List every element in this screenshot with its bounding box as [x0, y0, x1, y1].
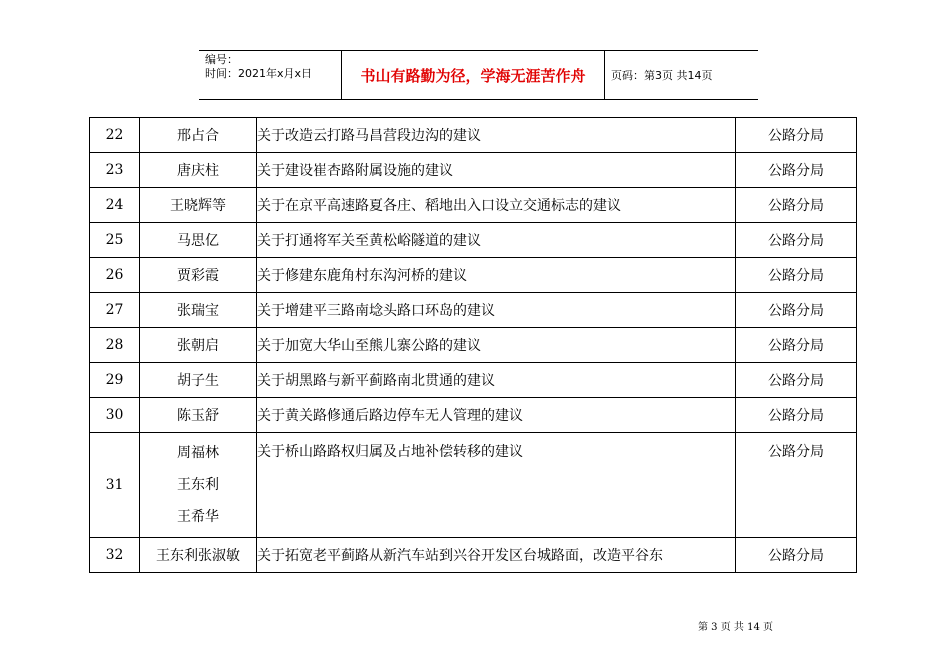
row-number: 31: [90, 433, 140, 538]
row-number: 29: [90, 363, 140, 398]
header-divider: [604, 51, 605, 99]
row-number: 26: [90, 258, 140, 293]
proposal-title: 关于加宽大华山至熊儿寨公路的建议: [257, 328, 736, 363]
proposal-title: 关于修建东鹿角村东沟河桥的建议: [257, 258, 736, 293]
proposer-name: 陈玉舒: [140, 398, 257, 433]
handling-department: 公路分局: [736, 223, 857, 258]
page-footer: 第 3 页 共 14 页: [698, 622, 773, 633]
table-row: [90, 223, 857, 258]
table-row: [90, 363, 857, 398]
table-row: [90, 398, 857, 433]
handling-department: 公路分局: [736, 433, 857, 538]
time-label: 时间：2021年x月x日: [205, 67, 313, 80]
proposal-title: 关于黄关路修通后路边停车无人管理的建议: [257, 398, 736, 433]
row-number: 23: [90, 153, 140, 188]
proposer-name: 王晓辉等: [140, 188, 257, 223]
proposer-name: 马思亿: [140, 223, 257, 258]
proposer-name: 张瑞宝: [140, 293, 257, 328]
header-meta: [205, 53, 312, 81]
table-row: [90, 328, 857, 363]
handling-department: 公路分局: [736, 538, 857, 573]
table-row: [90, 293, 857, 328]
proposer-name: 胡子生: [140, 363, 257, 398]
row-number: 28: [90, 328, 140, 363]
handling-department: 公路分局: [736, 118, 857, 153]
proposal-title: 关于打通将军关至黄松峪隧道的建议: [257, 223, 736, 258]
handling-department: 公路分局: [736, 188, 857, 223]
proposal-title: 关于建设崔杏路附属设施的建议: [257, 153, 736, 188]
proposal-title: 关于增建平三路南埝头路口环岛的建议: [257, 293, 736, 328]
table-row: [90, 538, 857, 573]
handling-department: 公路分局: [736, 398, 857, 433]
table-row: [90, 188, 857, 223]
proposer-name: 王东利: [177, 477, 219, 493]
proposal-title: 关于桥山路路权归属及占地补偿转移的建议: [257, 433, 736, 538]
table-row: [90, 258, 857, 293]
proposer-name: 邢占合: [140, 118, 257, 153]
proposer-name: 唐庆柱: [140, 153, 257, 188]
handling-department: 公路分局: [736, 258, 857, 293]
proposer-name: 周福林: [177, 445, 219, 461]
table-row: [90, 153, 857, 188]
proposal-title: 关于胡黑路与新平蓟路南北贯通的建议: [257, 363, 736, 398]
row-number: 30: [90, 398, 140, 433]
serial-label: 编号：: [205, 53, 238, 66]
proposer-name: 王东利张淑敏: [140, 538, 257, 573]
handling-department: 公路分局: [736, 363, 857, 398]
header-page-info: 页码：第3页 共14页: [611, 69, 713, 82]
row-number: 24: [90, 188, 140, 223]
proposal-title: 关于拓宽老平蓟路从新汽车站到兴谷开发区台城路面，改造平谷东: [257, 538, 736, 573]
proposal-title: 关于改造云打路马昌营段边沟的建议: [257, 118, 736, 153]
row-number: 32: [90, 538, 140, 573]
row-number: 22: [90, 118, 140, 153]
proposal-title: 关于在京平高速路夏各庄、稻地出入口设立交通标志的建议: [257, 188, 736, 223]
row-number: 25: [90, 223, 140, 258]
table-row: [90, 433, 857, 538]
proposer-name: 贾彩霞: [140, 258, 257, 293]
handling-department: 公路分局: [736, 153, 857, 188]
proposer-name: 王希华: [177, 509, 219, 525]
handling-department: 公路分局: [736, 328, 857, 363]
row-number: 27: [90, 293, 140, 328]
proposer-names: [140, 433, 257, 538]
handling-department: 公路分局: [736, 293, 857, 328]
proposal-table: [89, 117, 857, 573]
page-header: [199, 50, 758, 100]
header-motto: 书山有路勤为径，学海无涯苦作舟: [360, 66, 586, 85]
proposer-name: 张朝启: [140, 328, 257, 363]
table-row: [90, 118, 857, 153]
